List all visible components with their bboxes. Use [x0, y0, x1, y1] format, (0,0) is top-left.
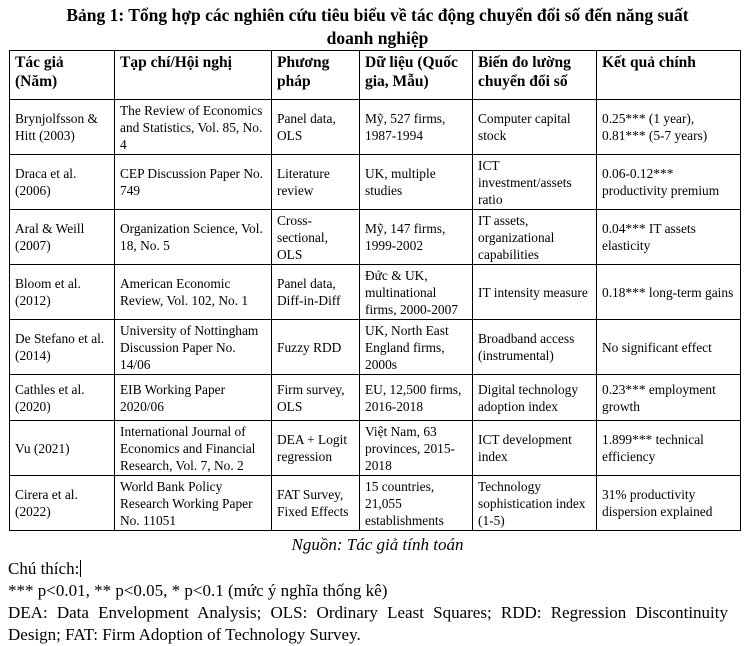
cell-measure: ICT development index: [473, 421, 597, 476]
cell-measure: Broadband access (instrumental): [473, 320, 597, 375]
cell-result: 0.18*** long-term gains: [597, 265, 741, 320]
table-title: [0, 4, 755, 50]
table-title-line-2: doanh nghiệp: [326, 28, 429, 48]
table-row: [10, 155, 741, 210]
cell-data: Đức & UK, multinational firms, 2000-2007: [360, 265, 473, 320]
cell-data: Mỹ, 527 firms, 1987-1994: [360, 100, 473, 155]
notes-significance: *** p<0.01, ** p<0.05, * p<0.1 (mức ý nghĩa thống kê): [8, 581, 388, 600]
table-row: [10, 210, 741, 265]
cell-data: EU, 12,500 firms, 2016-2018: [360, 375, 473, 421]
table-row: [10, 265, 741, 320]
cell-measure: IT intensity measure: [473, 265, 597, 320]
cell-result: 31% productivity dispersion explained: [597, 476, 741, 531]
table-row: [10, 375, 741, 421]
cell-method: Panel data, OLS: [272, 100, 360, 155]
cell-author: Cirera et al. (2022): [10, 476, 115, 531]
cell-journal: The Review of Economics and Statistics, Vol. 85, No. 4: [115, 100, 272, 155]
cell-measure: Computer capital stock: [473, 100, 597, 155]
cell-data: UK, multiple studies: [360, 155, 473, 210]
header-data: Dữ liệu (Quốc gia, Mẫu): [360, 51, 473, 100]
header-measure: Biến đo lường chuyển đổi số: [473, 51, 597, 100]
cell-method: Cross-sectional, OLS: [272, 210, 360, 265]
cell-result: 0.06-0.12*** productivity premium: [597, 155, 741, 210]
cell-method: DEA + Logit regression: [272, 421, 360, 476]
cell-measure: IT assets, organizational capabilities: [473, 210, 597, 265]
cell-method: Firm survey, OLS: [272, 375, 360, 421]
table-row: [10, 100, 741, 155]
cell-journal: EIB Working Paper 2020/06: [115, 375, 272, 421]
header-author: Tác giả (Năm): [10, 51, 115, 100]
cell-measure: ICT investment/assets ratio: [473, 155, 597, 210]
notes-label: Chú thích:: [8, 559, 80, 578]
cell-method: Fuzzy RDD: [272, 320, 360, 375]
cell-result: 0.04*** IT assets elasticity: [597, 210, 741, 265]
cell-author: Brynjolfsson & Hitt (2003): [10, 100, 115, 155]
cell-result: 1.899*** technical efficiency: [597, 421, 741, 476]
cell-journal: World Bank Policy Research Working Paper No. 11051: [115, 476, 272, 531]
cell-author: Aral & Weill (2007): [10, 210, 115, 265]
studies-table: [9, 50, 741, 531]
header-method: Phương pháp: [272, 51, 360, 100]
cell-journal: University of Nottingham Discussion Paper No. 14/06: [115, 320, 272, 375]
table-row: [10, 421, 741, 476]
header-journal: Tạp chí/Hội nghị: [115, 51, 272, 100]
cell-measure: Digital technology adoption index: [473, 375, 597, 421]
notes-section: [8, 558, 728, 646]
cell-data: Việt Nam, 63 provinces, 2015-2018: [360, 421, 473, 476]
notes-abbreviations: DEA: Data Envelopment Analysis; OLS: Ordinary Least Squares; RDD: Regression Discontinuity Design; FAT: Firm Adoption of Technology Survey.: [8, 603, 728, 644]
cell-method: Literature review: [272, 155, 360, 210]
table-row: [10, 320, 741, 375]
cell-journal: CEP Discussion Paper No. 749: [115, 155, 272, 210]
cell-journal: International Journal of Economics and Financial Research, Vol. 7, No. 2: [115, 421, 272, 476]
cell-data: 15 countries, 21,055 establishments: [360, 476, 473, 531]
cell-author: De Stefano et al. (2014): [10, 320, 115, 375]
cell-result: 0.23*** employment growth: [597, 375, 741, 421]
table-source: Nguồn: Tác giả tính toán: [291, 535, 464, 554]
cell-data: Mỹ, 147 firms, 1999-2002: [360, 210, 473, 265]
cell-data: UK, North East England firms, 2000s: [360, 320, 473, 375]
cell-method: Panel data, Diff-in-Diff: [272, 265, 360, 320]
cell-author: Bloom et al. (2012): [10, 265, 115, 320]
cell-journal: Organization Science, Vol. 18, No. 5: [115, 210, 272, 265]
cell-author: Cathles et al. (2020): [10, 375, 115, 421]
table-header-row: [10, 51, 741, 100]
table-row: [10, 476, 741, 531]
cell-measure: Technology sophistication index (1-5): [473, 476, 597, 531]
cell-author: Vu (2021): [10, 421, 115, 476]
cell-result: No significant effect: [597, 320, 741, 375]
cell-author: Draca et al. (2006): [10, 155, 115, 210]
header-result: Kết quả chính: [597, 51, 741, 100]
table-title-line-1: Bảng 1: Tổng hợp các nghiên cứu tiêu biểu về tác động chuyển đổi số đến năng suất: [66, 5, 689, 25]
cell-result: 0.25*** (1 year), 0.81*** (5-7 years): [597, 100, 741, 155]
cell-journal: American Economic Review, Vol. 102, No. 1: [115, 265, 272, 320]
cell-method: FAT Survey, Fixed Effects: [272, 476, 360, 531]
text-cursor: [80, 560, 81, 577]
